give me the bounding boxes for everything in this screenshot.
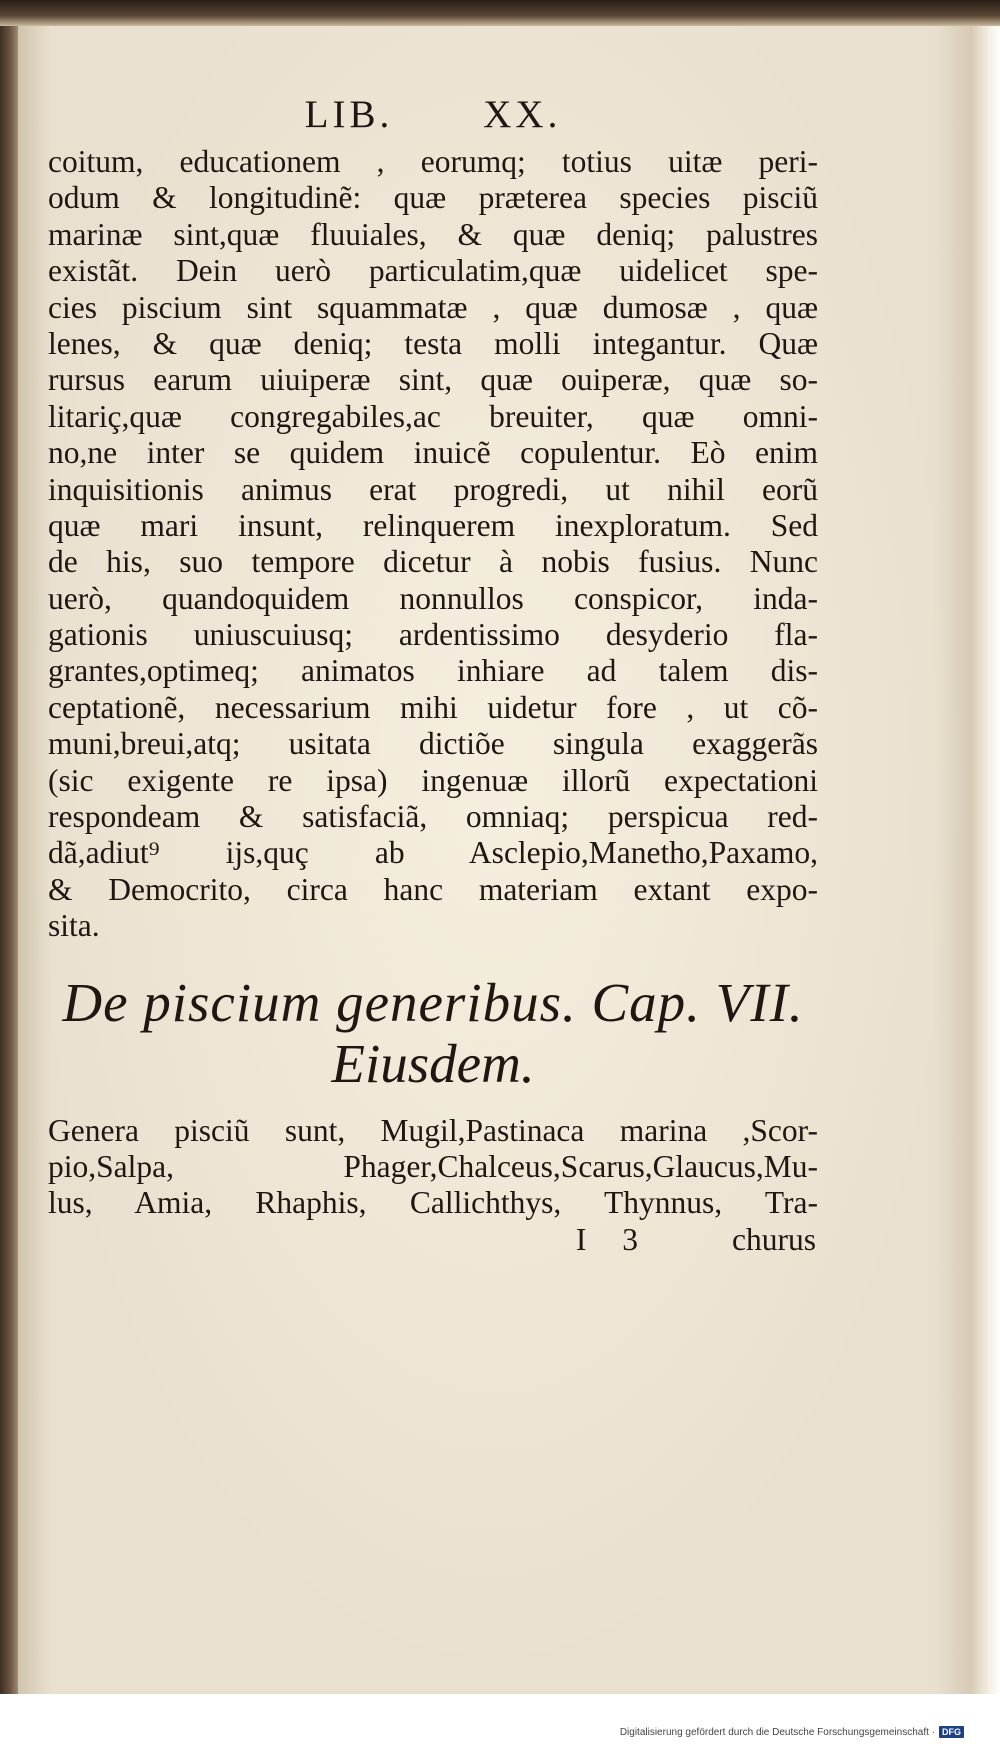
text-line: gationis uniuscuiusq; ardentissimo desyderio fla- [48, 617, 818, 653]
text-line: ceptationẽ, necessarium mihi uidetur fore , ut cõ- [48, 689, 818, 725]
chapter-heading: De piscium generibus. Cap. VII. [62, 971, 804, 1033]
text-line: quæ mari insunt, relinquerem inexploratum. Sed [48, 507, 818, 543]
credit-text: Digitalisierung gefördert durch die Deutsche Forschungsgemeinschaft · [619, 1726, 935, 1738]
bottom-margin [0, 1694, 1000, 1744]
text-line: inquisitionis animus erat progredi, ut nihil eorũ [48, 471, 818, 507]
text-line: & Democrito, circa hanc materiam extant expo- [48, 871, 818, 907]
digitization-credit [620, 1726, 964, 1738]
text-line: respondeam & satisfaciã, omniaq; perspicua red- [48, 799, 818, 835]
text-line: coitum, educationem , eorumq; totius uitæ peri- [48, 144, 818, 179]
text-line: lus, Amia, Rhaphis, Callichthys, Thynnus, Tra- [48, 1185, 818, 1221]
text-line: no,ne inter se quidem inuicẽ copulentur. Eò enim [48, 435, 818, 471]
text-line: lenes, & quæ deniq; testa molli integantur. Quæ [48, 325, 818, 361]
text-line: grantes,optimeq; animatos inhiare ad talem dis- [48, 653, 818, 689]
text-line: uerò, quandoquidem nonnullos conspicor, inda- [48, 580, 818, 616]
top-binding-shadow [0, 0, 1000, 26]
running-head-number: XX. [483, 93, 562, 136]
text-line: odum & longitudinẽ: quæ præterea species pisciũ [48, 180, 818, 216]
chapter-subheading: Eiusdem. [331, 1032, 535, 1094]
text-line: de his, suo tempore dicetur à nobis fusius. Nunc [48, 544, 818, 580]
text-line: (sic exigente re ipsa) ingenuæ illorũ expectationi [48, 762, 818, 798]
page-text-block [48, 92, 818, 1258]
page-edge [972, 22, 1000, 1694]
text-line: rursus earum uiuiperæ sint, quæ ouiperæ, quæ so- [48, 362, 818, 398]
signature-mark: I 3 [575, 1221, 653, 1257]
text-line: Genera pisciũ sunt, Mugil,Pastinaca marina ,Scor- [48, 1112, 818, 1148]
chapter-paragraph [48, 1113, 818, 1222]
text-line: sita. [48, 908, 100, 944]
catchword: churus [732, 1221, 816, 1257]
text-line: existãt. Dein uerò particulatim,quæ uidelicet spe- [48, 253, 818, 289]
dfg-logo-icon: DFG [939, 1726, 964, 1738]
running-head-book: LIB. [304, 93, 394, 136]
text-line: pio,Salpa, Phager,Chalceus,Scarus,Glaucus,Mu- [48, 1148, 818, 1184]
book-spine-edge [0, 0, 18, 1744]
text-line: marinæ sint,quæ fluuiales, & quæ deniq; palustres [48, 216, 818, 252]
page-footer [48, 1222, 818, 1258]
body-paragraph [48, 144, 818, 945]
text-line: dã,adiut⁹ ijs,quç ab Asclepio,Manetho,Paxamo, [48, 835, 818, 871]
text-line: muni,breui,atq; usitata dictiõe singula exaggerãs [48, 726, 818, 762]
text-line: litariç,quæ congregabiles,ac breuiter, quæ omni- [48, 398, 818, 434]
text-line: cies piscium sint squammatæ , quæ dumosæ , quæ [48, 289, 818, 325]
running-head [48, 92, 818, 138]
